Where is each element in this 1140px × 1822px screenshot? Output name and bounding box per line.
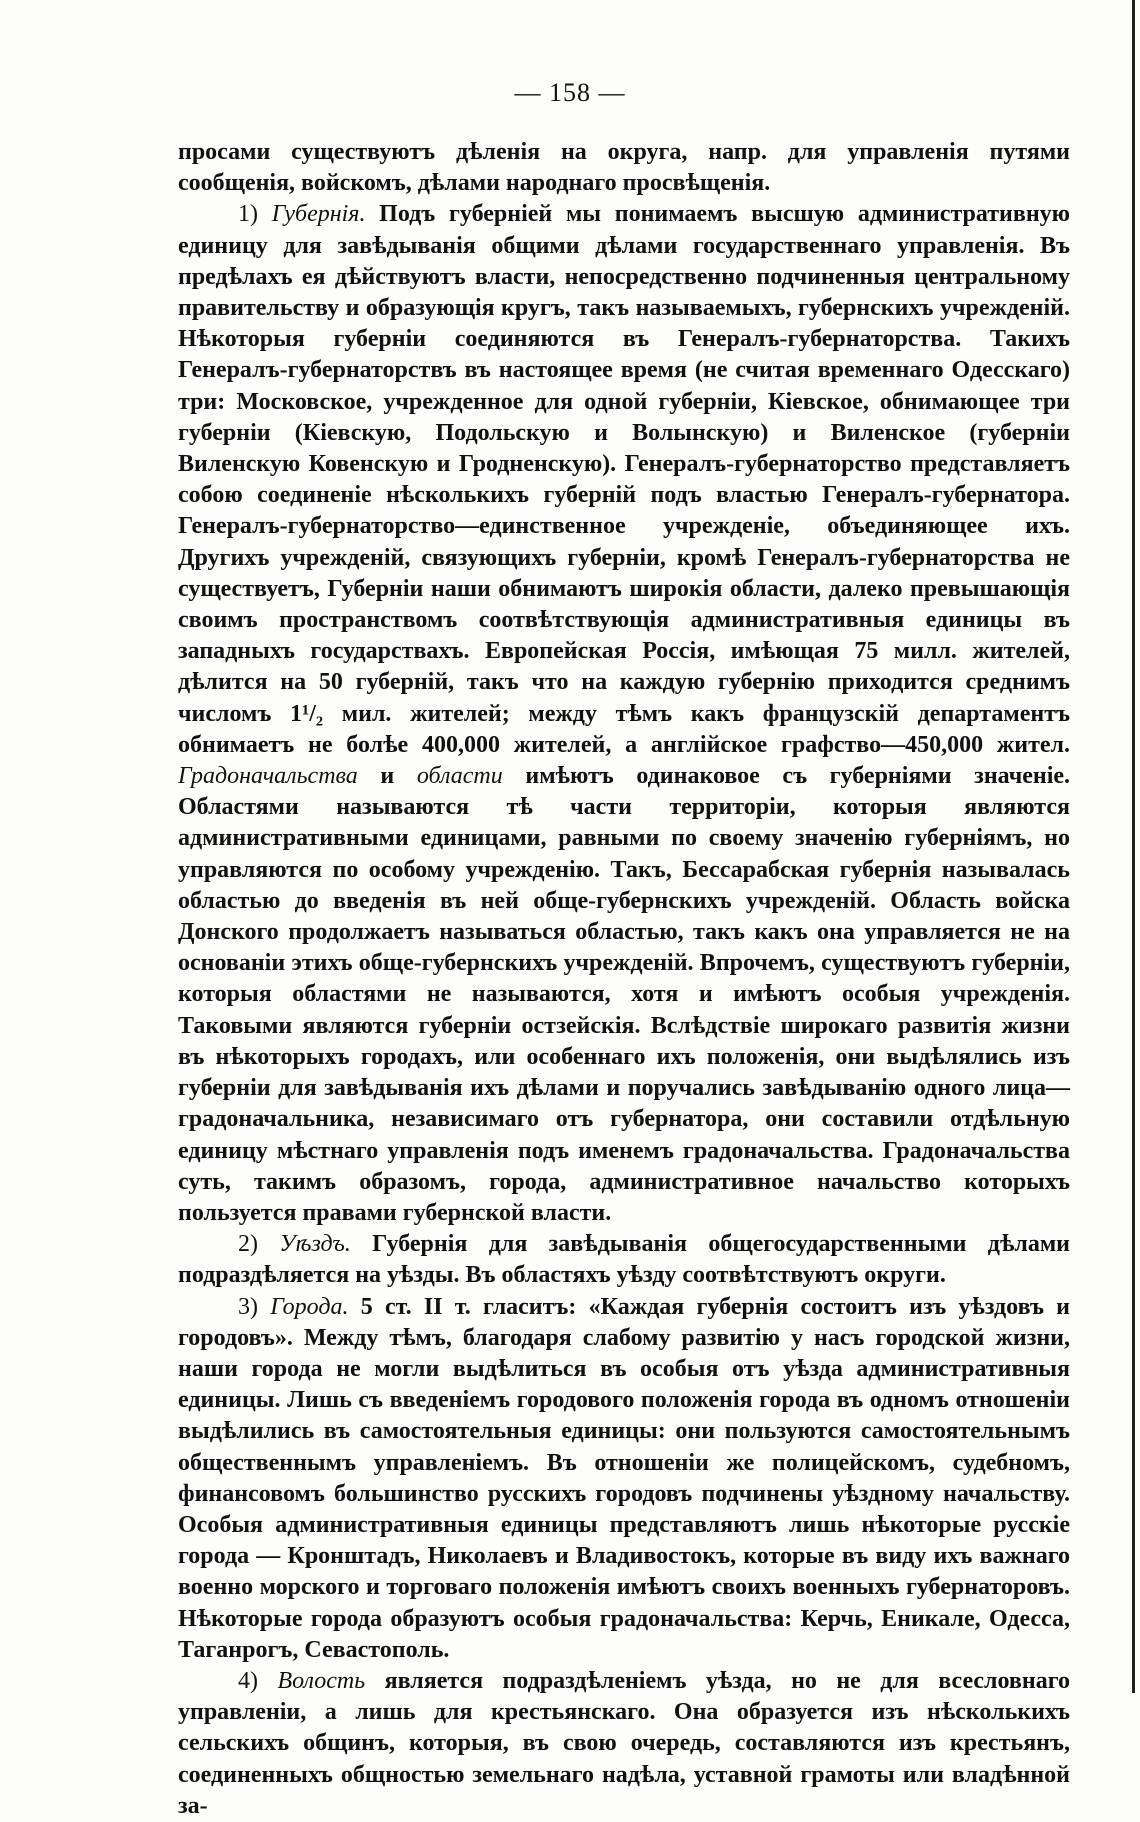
paragraph-text: Подъ губерніей мы понимаемъ высшую административную единицу для завѣдыванія общими дѣлами государственнаго управленія. Въ предѣлахъ ея дѣйствуютъ власти, непосредственно подчиненныя центральному правительству и образующія кругъ, такъ называемыхъ, губернскихъ учрежденій. Нѣкоторыя губерніи соединяются въ Генералъ-губернаторства. Такихъ Генералъ-губернаторствъ въ настоящее время (не считая временнаго Одесскаго) три: Московское, учрежденное для одной губерніи, Кіевское, обнимающее три губерніи (Кіевскую, Подольскую и Волынскую) и Виленское (губерніи Виленскую Ковенскую и Гродненскую). Генералъ-губернаторство представляетъ собою соединеніе нѣсколькихъ губерній подъ властью Генералъ-губернатора. Генералъ-губернаторство—единственное учрежденіе, объединяющее ихъ. Другихъ учрежденій, связующихъ губерніи, кромѣ Генералъ-губернаторства не существуетъ, Губерніи наши обнимаютъ широкія области, далеко превышающія своимъ пространствомъ соотвѣтствующія административныя единицы въ западныхъ государствахъ. Европейская Россія, имѣющая 75 милл. жителей, дѣлится на 50 губерній, такъ что на каждую губернію приходится среднимъ числомъ 1¹/₂ мил. жителей; между тѣмъ какъ французскій департаментъ обнимаетъ не болѣе 400,000 жителей, а англійское графство—450,000 жител. xyxy=(178,201,1070,758)
section-term: Волость xyxy=(277,1667,366,1694)
paragraph-text: 5 ст. II т. гласитъ: «Каждая губернія состоитъ изъ уѣздовъ и городовъ». Между тѣмъ, благодаря слабому развитію у насъ городской жизни, наши города не могли выдѣлиться въ особыя отъ уѣзда административныя единицы. Лишь съ введеніемъ городового положенія города въ одномъ отношеніи выдѣлились въ самостоятельныя единицы: они пользуются самостоятельнымъ общественнымъ управленіемъ. Въ отношеніи же полицейскомъ, судебномъ, финансовомъ большинство русскихъ городовъ подчинены уѣздному начальству. Особыя административныя единицы представляютъ лишь нѣкоторые русскіе города — Кронштадъ, Николаевъ и Владивостокъ, которые въ виду ихъ важнаго военно морского и торговаго положенія имѣютъ своихъ военныхъ губернаторовъ. Нѣкоторые города образуютъ особыя градоначальства: Керчь, Еникале, Одесса, Таганрогъ, Севастополь. xyxy=(178,1293,1071,1663)
paragraph-goroda xyxy=(178,1292,1070,1666)
section-term: Губернія. xyxy=(271,201,366,228)
paragraph-continuation xyxy=(178,137,1070,199)
section-number: 2) xyxy=(238,1231,258,1258)
paragraph-gubernia xyxy=(178,199,1070,1229)
paragraph-text: и xyxy=(380,763,395,790)
section-term: Города. xyxy=(270,1293,349,1320)
paragraph-text: имѣютъ одинаковое съ губерніями значеніе. Областями называются тѣ части территоріи, которыя являются административными единицами, равными по своему значенію губерніямъ, но управляются по особому учрежденію. Такъ, Бессарабская губернія называлась областью до введенія въ ней обще-губернскихъ учрежденій. Область войска Донского продолжаетъ называться областью, такъ какъ она управляется не на основаніи этихъ обще-губернскихъ учрежденій. Впрочемъ, существуютъ губерніи, которыя областями не называются, хотя и имѣютъ особыя учрежденія. Таковыми являются губерніи остзейскія. Вслѣдствіе широкаго развитія жизни въ нѣкоторыхъ городахъ, или особеннаго ихъ положенія, они выдѣлялись изъ губерніи для завѣдыванія ихъ дѣлами и поручались завѣдыванію одного лица—градоначальника, независимаго отъ губернатора, они составили отдѣльную единицу мѣстнаго управленія подъ именемъ градоначальства. Градоначальства суть, такимъ образомъ, города, административное начальство которыхъ пользуется правами губернской власти. xyxy=(178,763,1071,1226)
section-term: Градоначальства xyxy=(178,763,358,790)
scan-edge-line xyxy=(1132,0,1135,1693)
section-number: 3) xyxy=(238,1293,258,1320)
paragraph-volost xyxy=(178,1666,1070,1822)
section-number: 1) xyxy=(238,201,258,228)
paragraph-uezd xyxy=(178,1229,1070,1291)
body-text xyxy=(178,137,1070,1822)
paragraph-text: является подраздѣленіемъ уѣзда, но не для всесловнаго управленіи, а лишь для крестьянскаго. Она образуется изъ нѣсколькихъ сельскихъ общинъ, которыя, въ свою очередь, составляются изъ крестьянъ, соединенныхъ общностью земельнаго надѣла, уставной грамоты или владѣнной за- xyxy=(178,1667,1071,1819)
paragraph-text: просами существуютъ дѣленія на округа, напр. для управленія путями сообщенія, войскомъ, дѣлами народнаго просвѣщенія. xyxy=(178,139,1070,197)
paragraph-text: Губернія для завѣдыванія общегосударственными дѣлами подраздѣляется на уѣзды. Въ областяхъ уѣзду соотвѣтствуютъ округи. xyxy=(178,1231,1070,1289)
section-term: Уѣздъ. xyxy=(279,1231,351,1258)
section-number: 4) xyxy=(238,1667,258,1694)
section-term: области xyxy=(416,763,503,790)
page-number: — 158 — xyxy=(514,78,626,107)
